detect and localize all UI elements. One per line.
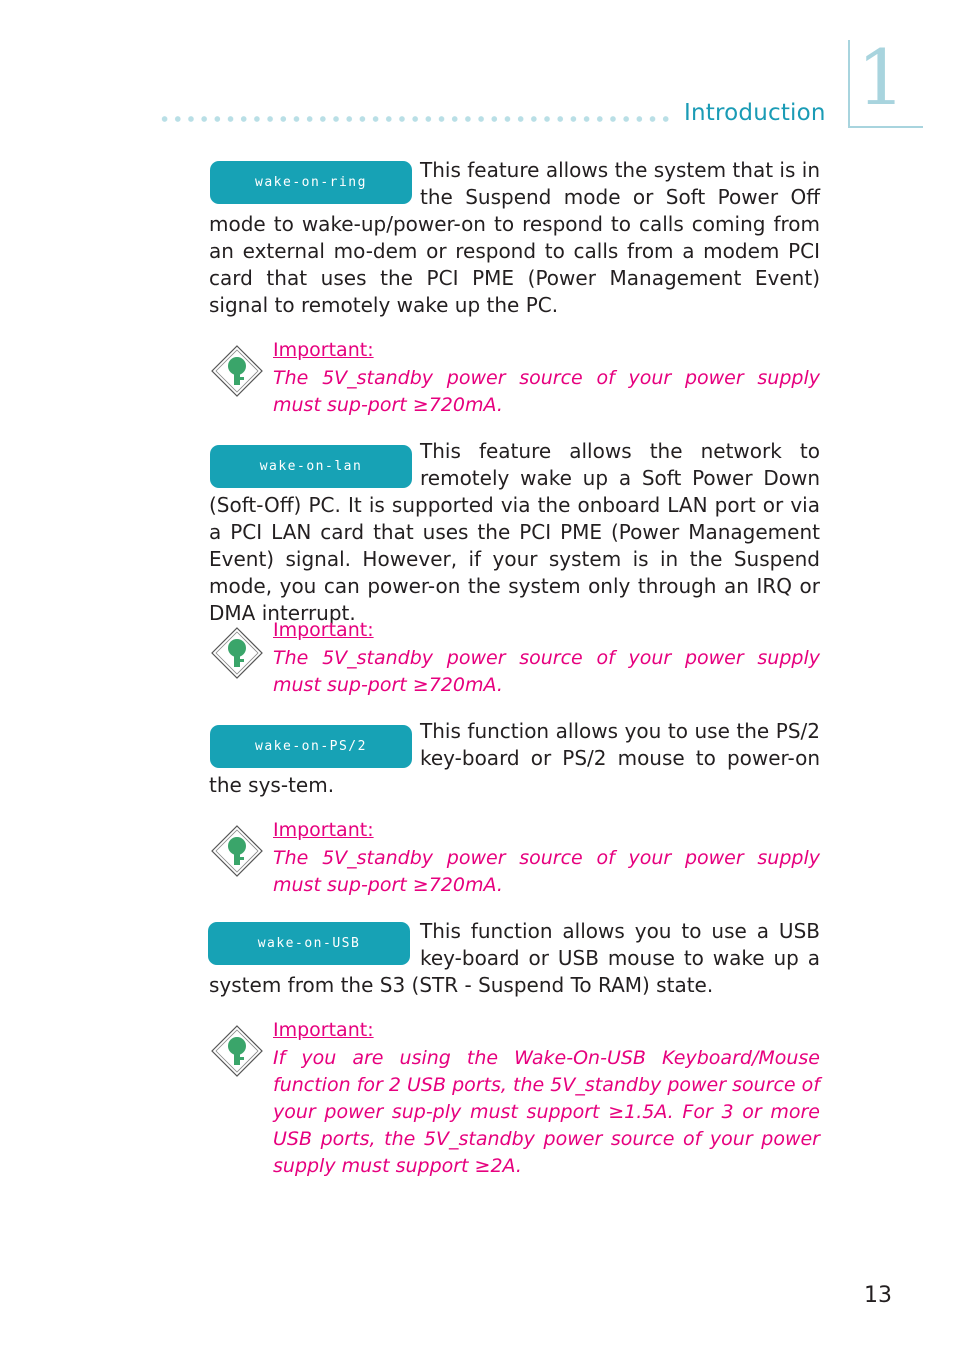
- key-pin-icon: [210, 344, 264, 398]
- wake-on-lan-text: This feature allows the network to remotely wake up a Soft Power Down (Soft-Off) PC. It is supported via the onboard LAN port or via a PCI LAN card that uses the PCI PME (Power Management Event) signal. However, if your system is in the Suspend mode, you can power-on the system only through an IRQ or DMA interrupt.: [209, 439, 820, 625]
- wake-on-usb-description: [209, 918, 820, 999]
- wake-on-usb-text: This function allows you to use a USB key-board or USB mouse to wake up a system from the S3 (STR - Suspend To RAM) state.: [209, 919, 820, 997]
- key-pin-icon: [210, 1024, 264, 1078]
- important-note: If you are using the Wake-On-USB Keyboard/Mouse function for 2 USB ports, the 5V_standby power source of your power sup-ply must support ≥1.5A. For 3 or more USB ports, the 5V_standby power source of your power supply must support ≥2A.: [273, 1047, 820, 1177]
- wake-on-lan-label: wake-on-lan: [210, 445, 412, 488]
- important-note: The 5V_standby power source of your power supply must sup-port ≥720mA.: [273, 647, 820, 696]
- important-label: Important:: [273, 339, 374, 361]
- header-dotted-rule: [158, 115, 673, 123]
- wake-on-ring-label: wake-on-ring: [210, 161, 412, 204]
- chapter-frame-line: [848, 40, 850, 128]
- wake-on-ps2-label: wake-on-PS/2: [210, 725, 412, 768]
- key-pin-icon: [210, 626, 264, 680]
- wake-on-ps2-description: [209, 718, 820, 799]
- page-number: 13: [864, 1283, 892, 1308]
- important-label: Important:: [273, 819, 374, 841]
- wake-on-lan-description: [209, 438, 820, 627]
- key-pin-icon: [210, 824, 264, 878]
- chapter-frame-underline: [848, 126, 923, 128]
- section-title: Introduction: [684, 100, 826, 126]
- chapter-number: 1: [857, 33, 906, 122]
- wake-on-ring-text: This feature allows the system that is in the Suspend mode or Soft Power Off mode to wake-up/power-on to respond to calls coming from an external mo-dem or respond to calls from a modem PCI card that uses the PCI PME (Power Management Event) signal to remotely wake up the PC.: [209, 158, 820, 317]
- wake-on-ps2-text: This function allows you to use the PS/2 key-board or PS/2 mouse to power-on the sys-tem.: [209, 719, 820, 797]
- important-label: Important:: [273, 619, 374, 641]
- important-label: Important:: [273, 1019, 374, 1041]
- important-note: The 5V_standby power source of your power supply must sup-port ≥720mA.: [273, 847, 820, 896]
- wake-on-ring-description: [209, 157, 820, 319]
- wake-on-usb-label: wake-on-USB: [208, 922, 410, 965]
- important-note: The 5V_standby power source of your power supply must sup-port ≥720mA.: [273, 367, 820, 416]
